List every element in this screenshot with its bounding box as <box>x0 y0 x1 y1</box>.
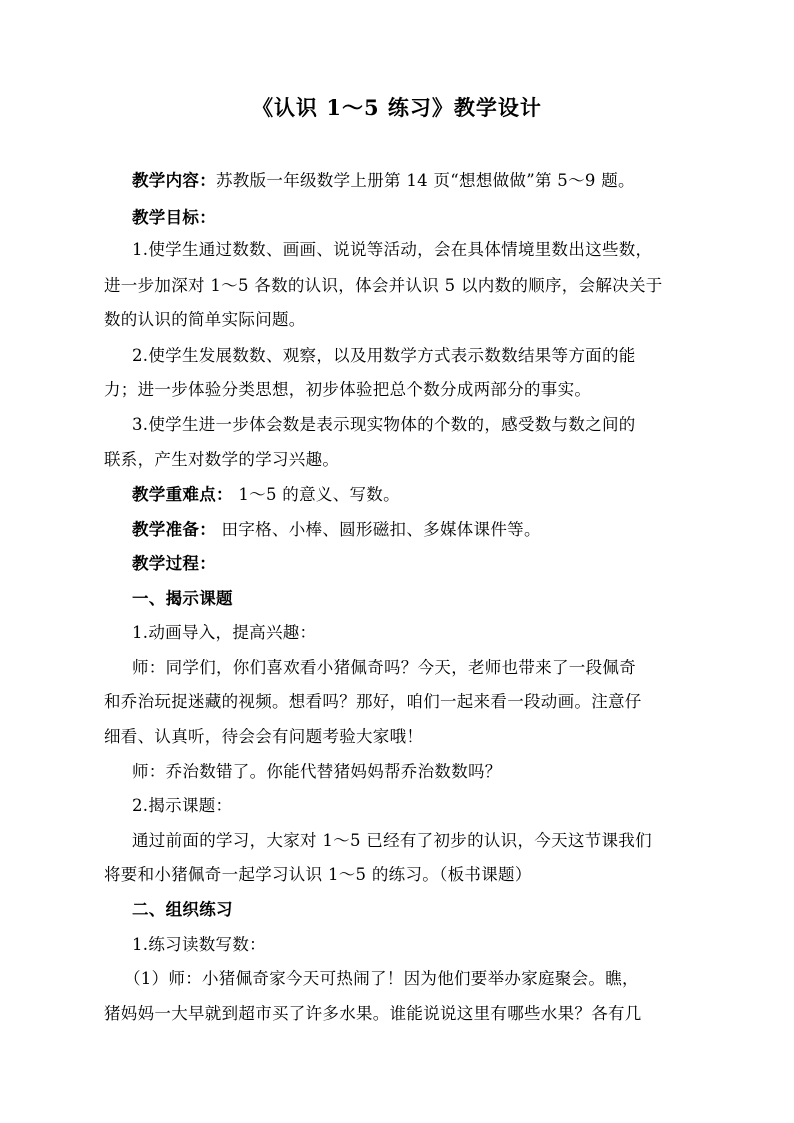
section-1-item-2: 2.揭示课题： <box>132 796 233 815</box>
key-points-paragraph <box>132 481 732 505</box>
document-title: 《认识 1～5 练习》教学设计 <box>252 95 542 120</box>
section-2-item-1: 1.练习读数写数： <box>132 935 266 954</box>
objective-1-line-2: 进一步加深对 1～5 各数的认识，体会并认识 5 以内数的顺序，会解决关于 <box>104 276 663 295</box>
key-points-label: 教学重难点： <box>132 485 233 504</box>
objective-1-line-1: 1.使学生通过数数、画画、说说等活动，会在具体情境里数出这些数， <box>132 240 653 259</box>
preparation-text: 田字格、小棒、圆形磁扣、多媒体课件等。 <box>216 520 541 539</box>
section-1-para-1-line-1: 师：同学们，你们喜欢看小猪佩奇吗？今天，老师也带来了一段佩奇 <box>132 658 636 677</box>
section-1-para-1-line-2: 和乔治玩捉迷藏的视频。想看吗？那好，咱们一起来看一段动画。注意仔 <box>104 692 642 711</box>
section-1-para-3-line-1: 通过前面的学习，大家对 1～5 已经有了初步的认识，今天这节课我们 <box>132 831 652 850</box>
content-text: 苏教版一年级数学上册第 14 页“想想做做”第 5～9 题。 <box>216 171 635 190</box>
section-2-para-1-line-2: 猪妈妈一大早就到超市买了许多水果。谁能说说这里有哪些水果？各有几 <box>104 1004 642 1023</box>
preparation-paragraph <box>132 516 732 540</box>
objectives-heading: 教学目标： <box>132 208 216 227</box>
section-1-para-2: 师：乔治数错了。你能代替猪妈妈帮乔治数数吗？ <box>132 762 502 781</box>
objective-1-line-3: 数的认识的简单实际问题。 <box>104 310 306 329</box>
objective-3-line-2: 联系，产生对数学的学习兴趣。 <box>104 450 340 469</box>
content-label: 教学内容： <box>132 171 216 190</box>
section-1-heading: 一、揭示课题 <box>132 589 233 608</box>
objective-2-line-1: 2.使学生发展数数、观察，以及用数学方式表示数数结果等方面的能 <box>132 346 636 365</box>
key-points-text: 1～5 的意义、写数。 <box>232 485 400 504</box>
process-heading: 教学过程： <box>132 554 216 573</box>
section-1-item-1: 1.动画导入，提高兴趣： <box>132 623 317 642</box>
section-2-heading: 二、组织练习 <box>132 900 233 919</box>
section-2-para-1-line-1: （1）师：小猪佩奇家今天可热闹了！因为他们要举办家庭聚会。瞧， <box>124 969 639 988</box>
section-1-para-3-line-2: 将要和小猪佩奇一起学习认识 1～5 的练习。（板书课题） <box>104 865 532 884</box>
section-1-para-1-line-3: 细看、认真听，待会会有问题考验大家哦！ <box>104 727 424 746</box>
preparation-label: 教学准备： <box>132 520 216 539</box>
objective-3-line-1: 3.使学生进一步体会数是表示现实物体的个数的，感受数与数之间的 <box>132 415 636 434</box>
objective-2-line-2: 力；进一步体验分类思想，初步体验把总个数分成两部分的事实。 <box>104 380 592 399</box>
content-paragraph <box>132 167 732 191</box>
